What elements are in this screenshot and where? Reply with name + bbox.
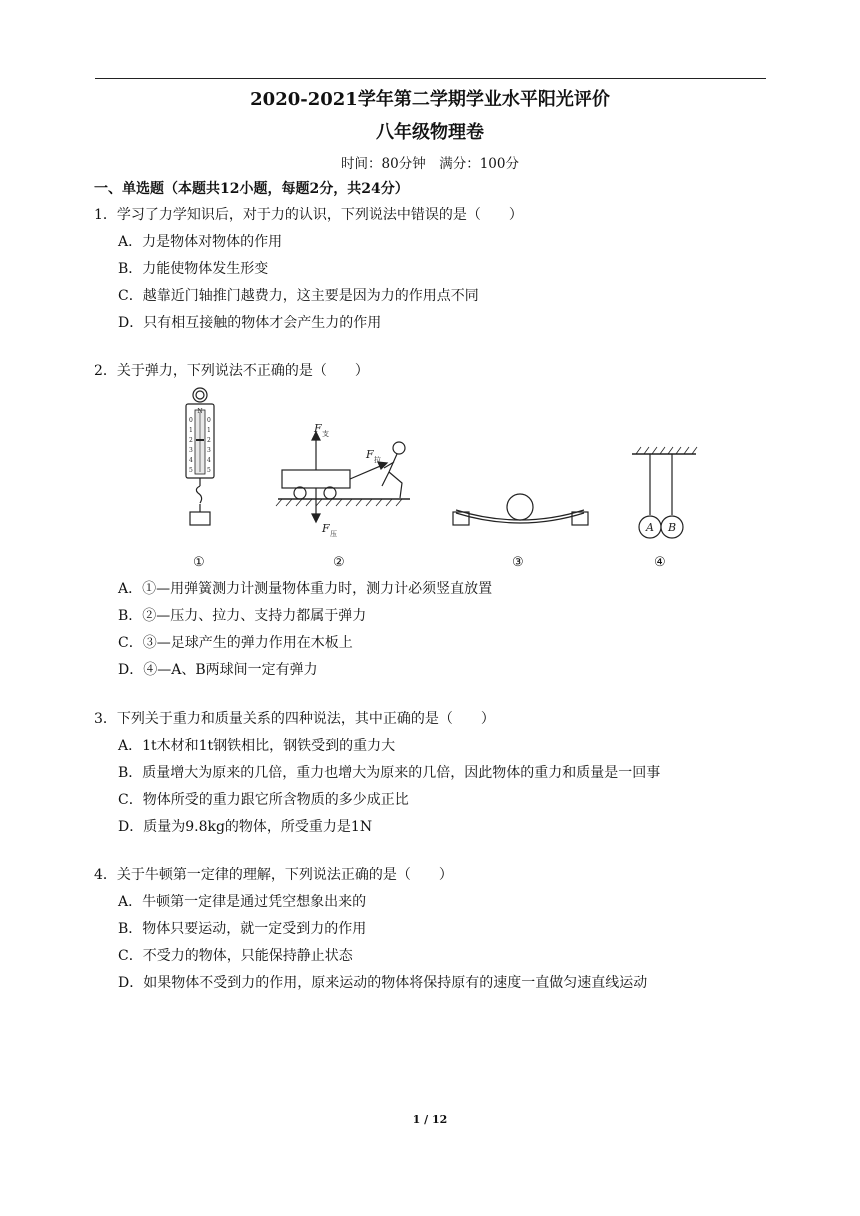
figure-label-3: ③ [512,555,524,570]
svg-text:3: 3 [189,447,193,454]
question-4-option-d[interactable]: D．如果物体不受到力的作用，原来运动的物体将保持原有的速度一直做匀速直线运动 [118,975,648,991]
question-3-option-c[interactable]: C．物体所受的重力跟它所含物质的多少成正比 [118,792,409,808]
svg-text:0: 0 [207,417,211,424]
question-1-stem: 1．学习了力学知识后，对于力的认识，下列说法中错误的是（ ） [94,207,523,223]
svg-text:支: 支 [322,430,329,438]
svg-text:压: 压 [330,530,337,538]
svg-text:F: F [322,522,330,535]
section-heading: 一、单选题（本题共12小题，每题2分，共24分） [94,181,409,197]
cart-figure [276,432,410,522]
question-2-figure [170,382,710,552]
svg-text:2: 2 [189,437,193,444]
exam-title: 2020-2021学年第二学期学业水平阳光评价 [250,89,610,110]
question-2-option-d[interactable]: D．④—A、B两球间一定有弹力 [118,662,318,678]
question-2-stem: 2．关于弹力，下列说法不正确的是（ ） [94,363,369,379]
svg-text:4: 4 [189,457,193,464]
question-1-option-c[interactable]: C．越靠近门轴推门越费力，这主要是因为力的作用点不同 [118,288,479,304]
hanging-balls-figure [632,447,697,538]
svg-text:1: 1 [207,427,211,434]
svg-text:F: F [366,448,374,461]
svg-text:5: 5 [189,467,193,474]
question-2-option-b[interactable]: B．②—压力、拉力、支持力都属于弹力 [118,608,367,624]
page-number: 1 / 12 [412,1113,448,1126]
question-3-option-a[interactable]: A．1t木材和1t钢铁相比，钢铁受到的重力大 [118,738,396,754]
question-3-stem: 3．下列关于重力和质量关系的四种说法，其中正确的是（ ） [94,711,495,727]
scale-unit: N [197,408,203,415]
figure-label-4: ④ [654,555,666,570]
figure-label-1: ① [193,555,205,570]
header-rule [95,78,766,79]
question-4-stem: 4．关于牛顿第一定律的理解，下列说法正确的是（ ） [94,867,453,883]
svg-text:A: A [646,521,654,534]
question-3-option-b[interactable]: B．质量增大为原来的几倍，重力也增大为原来的几倍，因此物体的重力和质量是一回事 [118,765,661,781]
svg-text:1: 1 [189,427,193,434]
question-2-option-a[interactable]: A．①—用弹簧测力计测量物体重力时，测力计必须竖直放置 [118,581,493,597]
question-1-option-a[interactable]: A．力是物体对物体的作用 [118,234,283,250]
svg-text:B: B [667,521,677,534]
question-4-option-c[interactable]: C．不受力的物体，只能保持静止状态 [118,948,353,964]
svg-text:3: 3 [207,447,211,454]
exam-meta: 时间：80分钟 满分：100分 [341,156,519,172]
svg-text:4: 4 [207,457,211,464]
svg-text:拉: 拉 [374,456,381,464]
question-1-option-b[interactable]: B．力能使物体发生形变 [118,261,269,277]
exam-subtitle: 八年级物理卷 [376,122,484,143]
question-4-option-b[interactable]: B．物体只要运动，就一定受到力的作用 [118,921,367,937]
svg-text:0: 0 [189,417,193,424]
svg-text:F: F [314,422,322,435]
question-1-option-d[interactable]: D．只有相互接触的物体才会产生力的作用 [118,315,382,331]
question-3-option-d[interactable]: D．质量为9.8kg的物体，所受重力是1N [118,819,373,835]
question-4-option-a[interactable]: A．牛顿第一定律是通过凭空想象出来的 [118,894,367,910]
svg-text:2: 2 [207,437,211,444]
figure-label-2: ② [333,555,345,570]
ball-on-board-figure [453,494,588,525]
question-2-option-c[interactable]: C．③—足球产生的弹力作用在木板上 [118,635,353,651]
svg-text:5: 5 [207,467,211,474]
